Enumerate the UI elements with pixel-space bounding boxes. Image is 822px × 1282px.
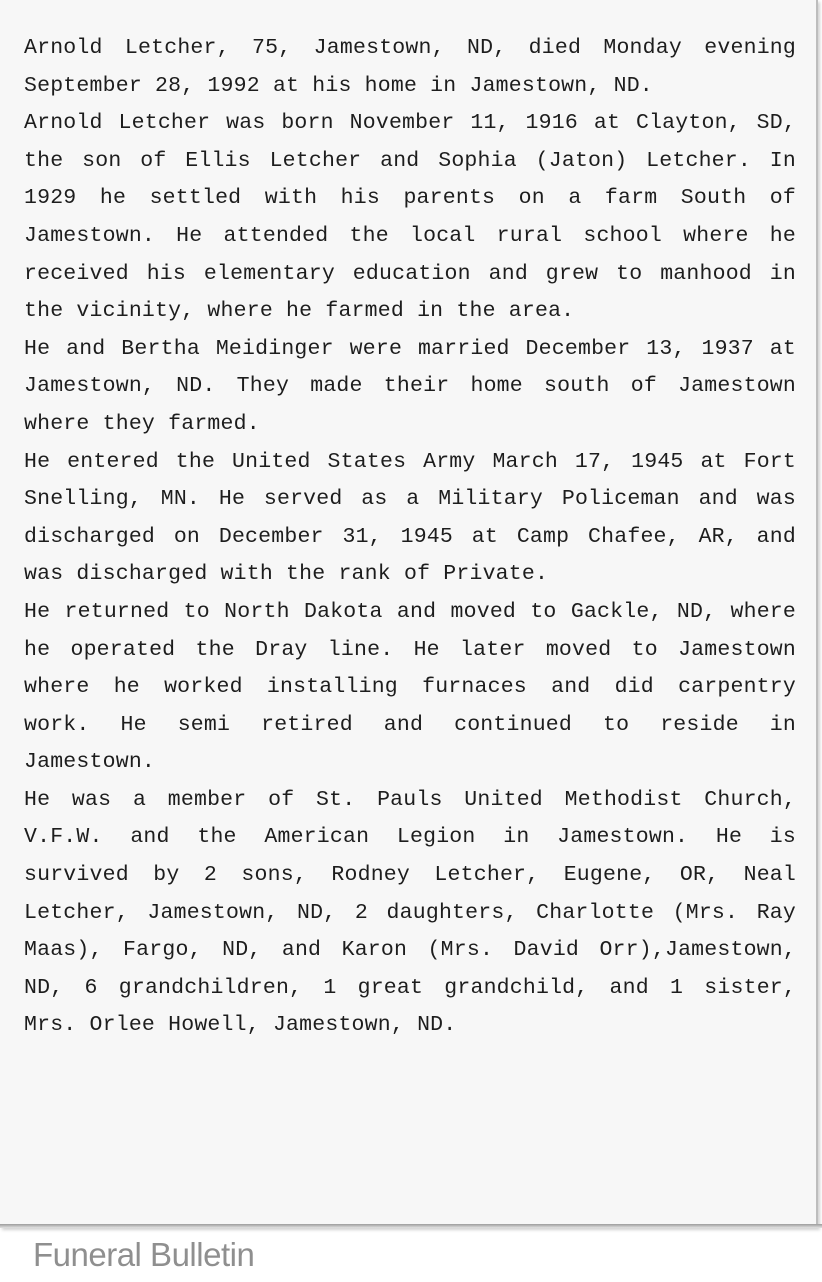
paragraph-career: He returned to North Dakota and moved to Gackle, ND, where he operated the Dray line. He later moved to Jamestown where he worked installing furnaces and did carpentry work. He semi retired and continued to reside in Jamestown. xyxy=(24,599,796,775)
obituary-text xyxy=(24,30,796,1045)
paragraph-early-life: Arnold Letcher was born November 11, 1916 at Clayton, SD, the son of Ellis Letcher and Sophia (Jaton) Letcher. In 1929 he settled with his parents on a farm South of Jamestown. He attended the local rural school where he received his elementary education and grew to manhood in the vicinity, where he farmed in the area. xyxy=(24,111,796,324)
paragraph-survivors: He was a member of St. Pauls United Methodist Church, V.F.W. and the American Legion in Jamestown. He is survived by 2 sons, Rodney Letcher, Eugene, OR, Neal Letcher, Jamestown, ND, 2 daughters, Charlotte (Mrs. Ray Maas), Fargo, ND, and Karon (Mrs. David Orr),Jamestown, ND, 6 grandchildren, 1 great grandchild, and 1 sister, Mrs. Orlee Howell, Jamestown, ND. xyxy=(24,787,796,1038)
caption-label: Funeral Bulletin xyxy=(33,1236,255,1273)
paragraph-death-notice: Arnold Letcher, 75, Jamestown, ND, died Monday evening September 28, 1992 at his home in Jamestown, ND. xyxy=(24,36,796,98)
paper-bottom-edge xyxy=(0,1224,822,1228)
paragraph-military-service: He entered the United States Army March 17, 1945 at Fort Snelling, MN. He served as a Military Policeman and was discharged on December 31, 1945 at Camp Chafee, AR, and was discharged with the rank of Private. xyxy=(24,449,796,587)
paragraph-marriage: He and Bertha Meidinger were married December 13, 1937 at Jamestown, ND. They made their home south of Jamestown where they farmed. xyxy=(24,336,796,436)
